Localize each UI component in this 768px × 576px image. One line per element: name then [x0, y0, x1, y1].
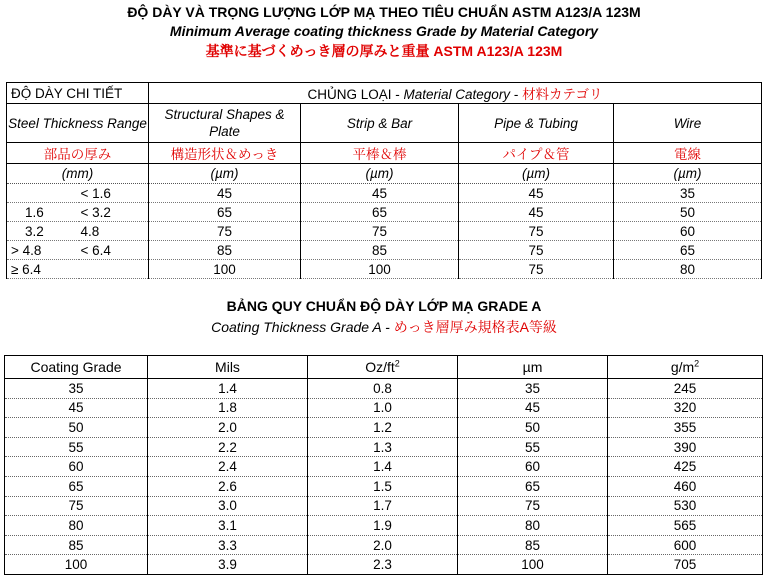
- col-header-strip-bar: Strip & Bar: [301, 104, 459, 143]
- cell-value: 1.9: [308, 516, 458, 536]
- col-header-pipe-tubing-ja: パイプ＆管: [459, 143, 614, 164]
- col-header-structural-ja: 構造形状＆めっき: [149, 143, 301, 164]
- cell-value: 65: [5, 476, 148, 496]
- thickness-header-en: Steel Thickness Range: [7, 104, 149, 143]
- cell-value: 425: [608, 457, 763, 477]
- table-row: [7, 203, 762, 222]
- col-header-wire-ja: 電線: [614, 143, 762, 164]
- col-header-g-m2: $g/m^2$: [608, 356, 763, 379]
- cell-value: 1.0: [308, 398, 458, 418]
- cell-value: 60: [5, 457, 148, 477]
- cell-value: 45: [458, 398, 608, 418]
- cell-value: 35: [458, 379, 608, 399]
- table-row: [5, 555, 763, 575]
- cell-value: 3.9: [148, 555, 308, 575]
- range-to: 4.8: [79, 222, 149, 241]
- range-to: [79, 260, 149, 279]
- cell-value: 75: [459, 260, 614, 279]
- cell-value: 100: [458, 555, 608, 575]
- cell-value: 2.0: [308, 535, 458, 555]
- col-header-structural: Structural Shapes & Plate: [149, 104, 301, 143]
- table-row: [5, 496, 763, 516]
- cell-value: 1.7: [308, 496, 458, 516]
- col-header-pipe-tubing: Pipe & Tubing: [459, 104, 614, 143]
- cell-value: 390: [608, 437, 763, 457]
- cell-value: 65: [458, 476, 608, 496]
- cell-value: 3.3: [148, 535, 308, 555]
- category-header: CHỦNG LOẠI - Material Category - 材料カテゴリ: [149, 83, 762, 104]
- cell-value: 1.2: [308, 418, 458, 438]
- col-header-mils: Mils: [148, 356, 308, 379]
- cell-value: 320: [608, 398, 763, 418]
- cell-value: 75: [149, 222, 301, 241]
- cell-value: 55: [458, 437, 608, 457]
- cell-value: 100: [5, 555, 148, 575]
- range-to: < 6.4: [79, 241, 149, 260]
- table-row: [5, 398, 763, 418]
- col-header-um: µm: [458, 356, 608, 379]
- unit-pipe-tubing: (µm): [459, 164, 614, 184]
- cell-value: 55: [5, 437, 148, 457]
- table-row: [7, 241, 762, 260]
- cell-value: 80: [458, 516, 608, 536]
- cell-value: 45: [459, 184, 614, 203]
- cell-value: 85: [5, 535, 148, 555]
- table-row: [5, 535, 763, 555]
- table-row: [5, 476, 763, 496]
- cell-value: 460: [608, 476, 763, 496]
- cell-value: 75: [458, 496, 608, 516]
- cell-value: 1.4: [308, 457, 458, 477]
- unit-strip-bar: (µm): [301, 164, 459, 184]
- cell-value: 80: [614, 260, 762, 279]
- cell-value: 1.5: [308, 476, 458, 496]
- cell-value: 0.8: [308, 379, 458, 399]
- subtitle-vietnamese: BẢNG QUY CHUẨN ĐỘ DÀY LỚP MẠ GRADE A: [226, 298, 542, 314]
- table-row: [5, 516, 763, 536]
- cell-value: 3.1: [148, 516, 308, 536]
- subtitle-english: Coating Thickness Grade A -: [211, 319, 394, 335]
- thickness-unit: (mm): [7, 164, 149, 184]
- col-header-strip-bar-ja: 平棒＆棒: [301, 143, 459, 164]
- cell-value: 355: [608, 418, 763, 438]
- thickness-header-vi: ĐỘ DÀY CHI TIẾT: [7, 83, 149, 104]
- subtitle-line: [0, 317, 768, 337]
- unit-wire: (µm): [614, 164, 762, 184]
- cell-value: 565: [608, 516, 763, 536]
- table-row: [7, 184, 762, 203]
- cell-value: 60: [614, 222, 762, 241]
- cell-value: 2.4: [148, 457, 308, 477]
- subtitle-japanese: めっき層厚み規格表A等級: [393, 319, 557, 335]
- cell-value: 1.8: [148, 398, 308, 418]
- cell-value: 80: [5, 516, 148, 536]
- cell-value: 1.4: [148, 379, 308, 399]
- table-row: [5, 379, 763, 399]
- cell-value: 2.2: [148, 437, 308, 457]
- coating-grade-table: [4, 355, 763, 575]
- cell-value: 75: [459, 222, 614, 241]
- cell-value: 705: [608, 555, 763, 575]
- col-header-wire: Wire: [614, 104, 762, 143]
- cell-value: 75: [459, 241, 614, 260]
- cell-value: 50: [458, 418, 608, 438]
- table-row: [7, 222, 762, 241]
- range-from: 3.2: [7, 222, 79, 241]
- cell-value: 50: [614, 203, 762, 222]
- table-row: [5, 457, 763, 477]
- thickness-header-ja: 部品の厚み: [7, 143, 149, 164]
- cell-value: 45: [149, 184, 301, 203]
- cell-value: 35: [614, 184, 762, 203]
- unit-structural: (µm): [149, 164, 301, 184]
- cell-value: 45: [5, 398, 148, 418]
- title-english: Minimum Average coating thickness Grade by Material Category: [169, 23, 599, 39]
- table-row: [7, 260, 762, 279]
- range-from: 1.6: [7, 203, 79, 222]
- cell-value: 85: [458, 535, 608, 555]
- range-to: < 3.2: [79, 203, 149, 222]
- cell-value: 60: [458, 457, 608, 477]
- cell-value: 100: [301, 260, 459, 279]
- col-header-coating-grade: Coating Grade: [5, 356, 148, 379]
- cell-value: 85: [301, 241, 459, 260]
- cell-value: 45: [301, 184, 459, 203]
- cell-value: 75: [5, 496, 148, 516]
- cell-value: 65: [301, 203, 459, 222]
- cell-value: 530: [608, 496, 763, 516]
- cell-value: 3.0: [148, 496, 308, 516]
- cell-value: 100: [149, 260, 301, 279]
- thickness-by-category-table: [6, 82, 762, 279]
- cell-value: 245: [608, 379, 763, 399]
- range-from: [7, 184, 79, 203]
- cell-value: 75: [301, 222, 459, 241]
- title-vietnamese: ĐỘ DÀY VÀ TRỌNG LƯỢNG LỚP MẠ THEO TIÊU CHUẨN ASTM A123/A 123M: [127, 4, 641, 20]
- cell-value: 65: [149, 203, 301, 222]
- table-row: [5, 418, 763, 438]
- cell-value: 2.3: [308, 555, 458, 575]
- coating-grade-rows: [5, 379, 763, 575]
- title-japanese: 基準に基づくめっき層の厚みと重量 ASTM A123/A 123M: [205, 43, 563, 59]
- cell-value: 35: [5, 379, 148, 399]
- cell-value: 50: [5, 418, 148, 438]
- table-row: [5, 437, 763, 457]
- cell-value: 65: [614, 241, 762, 260]
- col-header-oz-ft2: $Oz/ft^2$: [308, 356, 458, 379]
- cell-value: 45: [459, 203, 614, 222]
- cell-value: 2.6: [148, 476, 308, 496]
- range-from: ≥ 6.4: [7, 260, 79, 279]
- cell-value: 2.0: [148, 418, 308, 438]
- cell-value: 600: [608, 535, 763, 555]
- range-from: > 4.8: [7, 241, 79, 260]
- cell-value: 85: [149, 241, 301, 260]
- cell-value: 1.3: [308, 437, 458, 457]
- range-to: < 1.6: [79, 184, 149, 203]
